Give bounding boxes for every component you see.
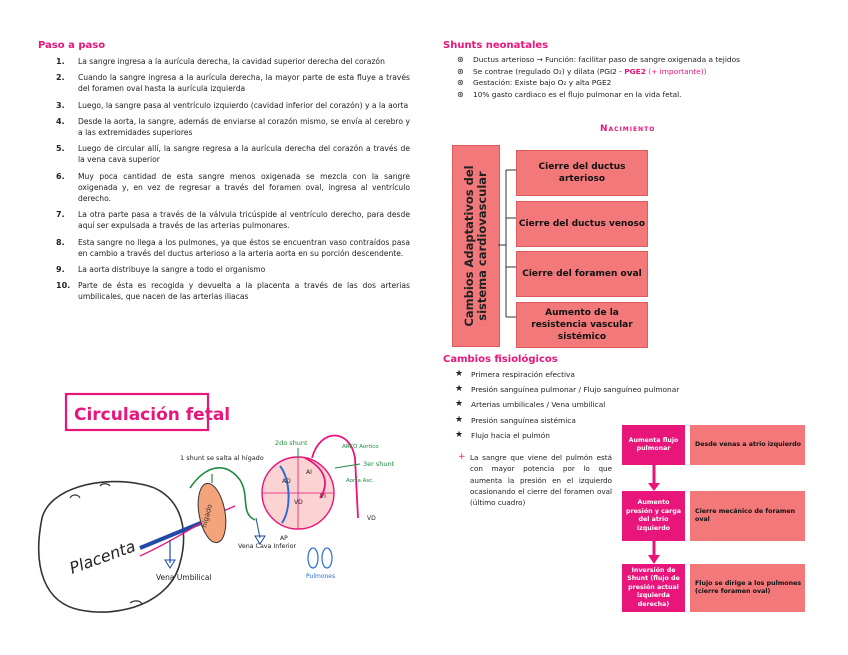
list-item: ⊛ Ductus arterioso → Función: facilitar paso de sangre oxigenada a tejidos xyxy=(457,55,740,64)
lung-right-shape xyxy=(322,548,332,568)
shunt2-label: 2do shunt xyxy=(275,439,308,447)
vertical-label-box xyxy=(452,145,500,347)
bracket-lines xyxy=(498,145,516,345)
fetal-circulation-diagram xyxy=(30,388,440,638)
flow-right-box: Desde venas a atrio izquierdo xyxy=(690,425,805,465)
ap-label: AP xyxy=(280,535,288,542)
plus-icon: + xyxy=(458,452,466,462)
fisio-note: La sangre que viene del pulmón está con mayor potencia por lo que aumenta la presión en el izquierdo ocasionando el cierre del foramen oval (último cuadro) xyxy=(470,453,612,508)
nacimiento-box: Aumento de la resistencia vascular sistémico xyxy=(516,302,648,348)
list-item: ★ Arterias umbilicales / Vena umbilical xyxy=(455,399,606,410)
flow-right-box: Cierre mecánico de foramen oval xyxy=(690,491,805,541)
fisio-title: Cambios fisiológicos xyxy=(443,354,558,365)
list-item: ★ Presión sanguínea pulmonar / Flujo sanguíneo pulmonar xyxy=(455,384,680,395)
vena-umbilical-label: Vena Umbilical xyxy=(156,573,212,582)
flow-arrows xyxy=(645,465,665,565)
shunt3-label: 3er shunt xyxy=(363,460,395,468)
arco-label: ARCO Aórtico xyxy=(342,444,379,450)
shunts-title: Shunts neonatales xyxy=(443,40,549,51)
placenta-label: Placenta xyxy=(66,536,138,578)
vi-label: VI xyxy=(320,493,326,500)
nacimiento-title: Nacimiento xyxy=(600,124,656,134)
list-item: ⊛ 10% gasto cardiaco es el flujo pulmonar en la vida fetal. xyxy=(457,89,682,99)
list-item: 6. Muy poca cantidad de esta sangre menos oxigenada se mezcla con la sangre oxigenada y, en vez de regresar a través del foramen oval, ingresa al ventrículo derecho. xyxy=(56,171,410,204)
list-item: 7. La otra parte pasa a través de la válvula tricúspide al ventrículo derecho, para desde aquí ser expulsada a través de las arterias pulmonares. xyxy=(56,210,410,231)
nacimiento-box: Cierre del ductus arterioso xyxy=(516,150,648,196)
paso-title: Paso a paso xyxy=(38,40,106,51)
list-item: 5. Luego de circular allí, la sangre regresa a la aurícula derecha del corazón a través de la vena cava superior xyxy=(56,144,410,165)
shunt1-label: 1 shunt se salta al hígado xyxy=(180,454,264,462)
list-item: 10. Parte de ésta es recogida y devuelta a la placenta a través de las dos arterias umbilicales, que nacen de las arterias iliacas xyxy=(56,281,410,302)
flow-right-box: Flujo se dirige a los pulmones (cierre foramen oval) xyxy=(690,564,805,612)
shunts-list xyxy=(443,54,823,100)
vertical-label: Cambios Adaptativos del sistema cardiovascular xyxy=(462,165,489,327)
diagram-title: Circulación fetal xyxy=(74,405,231,425)
list-item: ★ Presión sanguínea sistémica xyxy=(455,414,576,425)
lung-left-shape xyxy=(308,548,318,568)
flow-left-box: Aumenta flujo pulmonar xyxy=(622,425,685,465)
ad-label: AD xyxy=(282,478,291,485)
vd-inner-label: VD xyxy=(294,499,303,506)
list-item: 2. Cuando la sangre ingresa a la aurícula derecha, la mayor parte de esta fluye a través del foramen oval hasta la aurícula izquierda xyxy=(56,73,410,94)
list-item: ★ Flujo hacia el pulmón xyxy=(455,429,550,440)
vd-outer-label: VD xyxy=(367,515,376,522)
nacimiento-box: Cierre del foramen oval xyxy=(516,251,648,297)
list-item: ⊛ Se contrae (regulado O₂) y dilata (PGI2 - PGE2 (+ importante)) xyxy=(457,66,707,76)
vena-cava-label: Vena Cava Inferior xyxy=(238,543,297,550)
steps-list xyxy=(38,56,410,308)
list-item: 9. La aorta distribuye la sangre a todo el organismo xyxy=(56,265,266,275)
flow-left-box: Aumento presión y carga del atrio izquierdo xyxy=(622,491,685,541)
aorta-asc-label: Aorta Asc. xyxy=(346,478,374,484)
ai-label: AI xyxy=(306,469,312,476)
liver-label: hígado xyxy=(200,503,215,529)
list-item: ⊛ Gestación: Existe bajo O₂ y alta PGE2 xyxy=(457,78,612,87)
list-item: 4. Desde la aorta, la sangre, además de enviarse al corazón mismo, se envía al cerebro y a las extremidades superiores xyxy=(56,116,410,138)
arrow-down-icon xyxy=(648,555,660,564)
list-item: 8. Esta sangre no llega a los pulmones, ya que éstos se encuentran vaso contraídos pasa en cambio a través del ductus arterioso a la arteria aorta en su porción descendente. xyxy=(56,237,410,258)
flow-left-box: Inversión de Shunt (flujo de presión actual izquierda derecha) xyxy=(622,564,685,612)
nacimiento-box: Cierre del ductus venoso xyxy=(516,201,648,247)
list-item: 3. Luego, la sangre pasa al ventrículo izquierdo (cavidad inferior del corazón) y a la aorta xyxy=(56,100,409,110)
arrow-down-icon xyxy=(648,483,660,491)
lungs-label: Pulmones xyxy=(306,573,336,580)
list-item: 1. La sangre ingresa a la aurícula derecha, la cavidad superior derecha del corazón xyxy=(56,57,385,66)
list-item: ★ Primera respiración efectiva xyxy=(455,369,575,379)
